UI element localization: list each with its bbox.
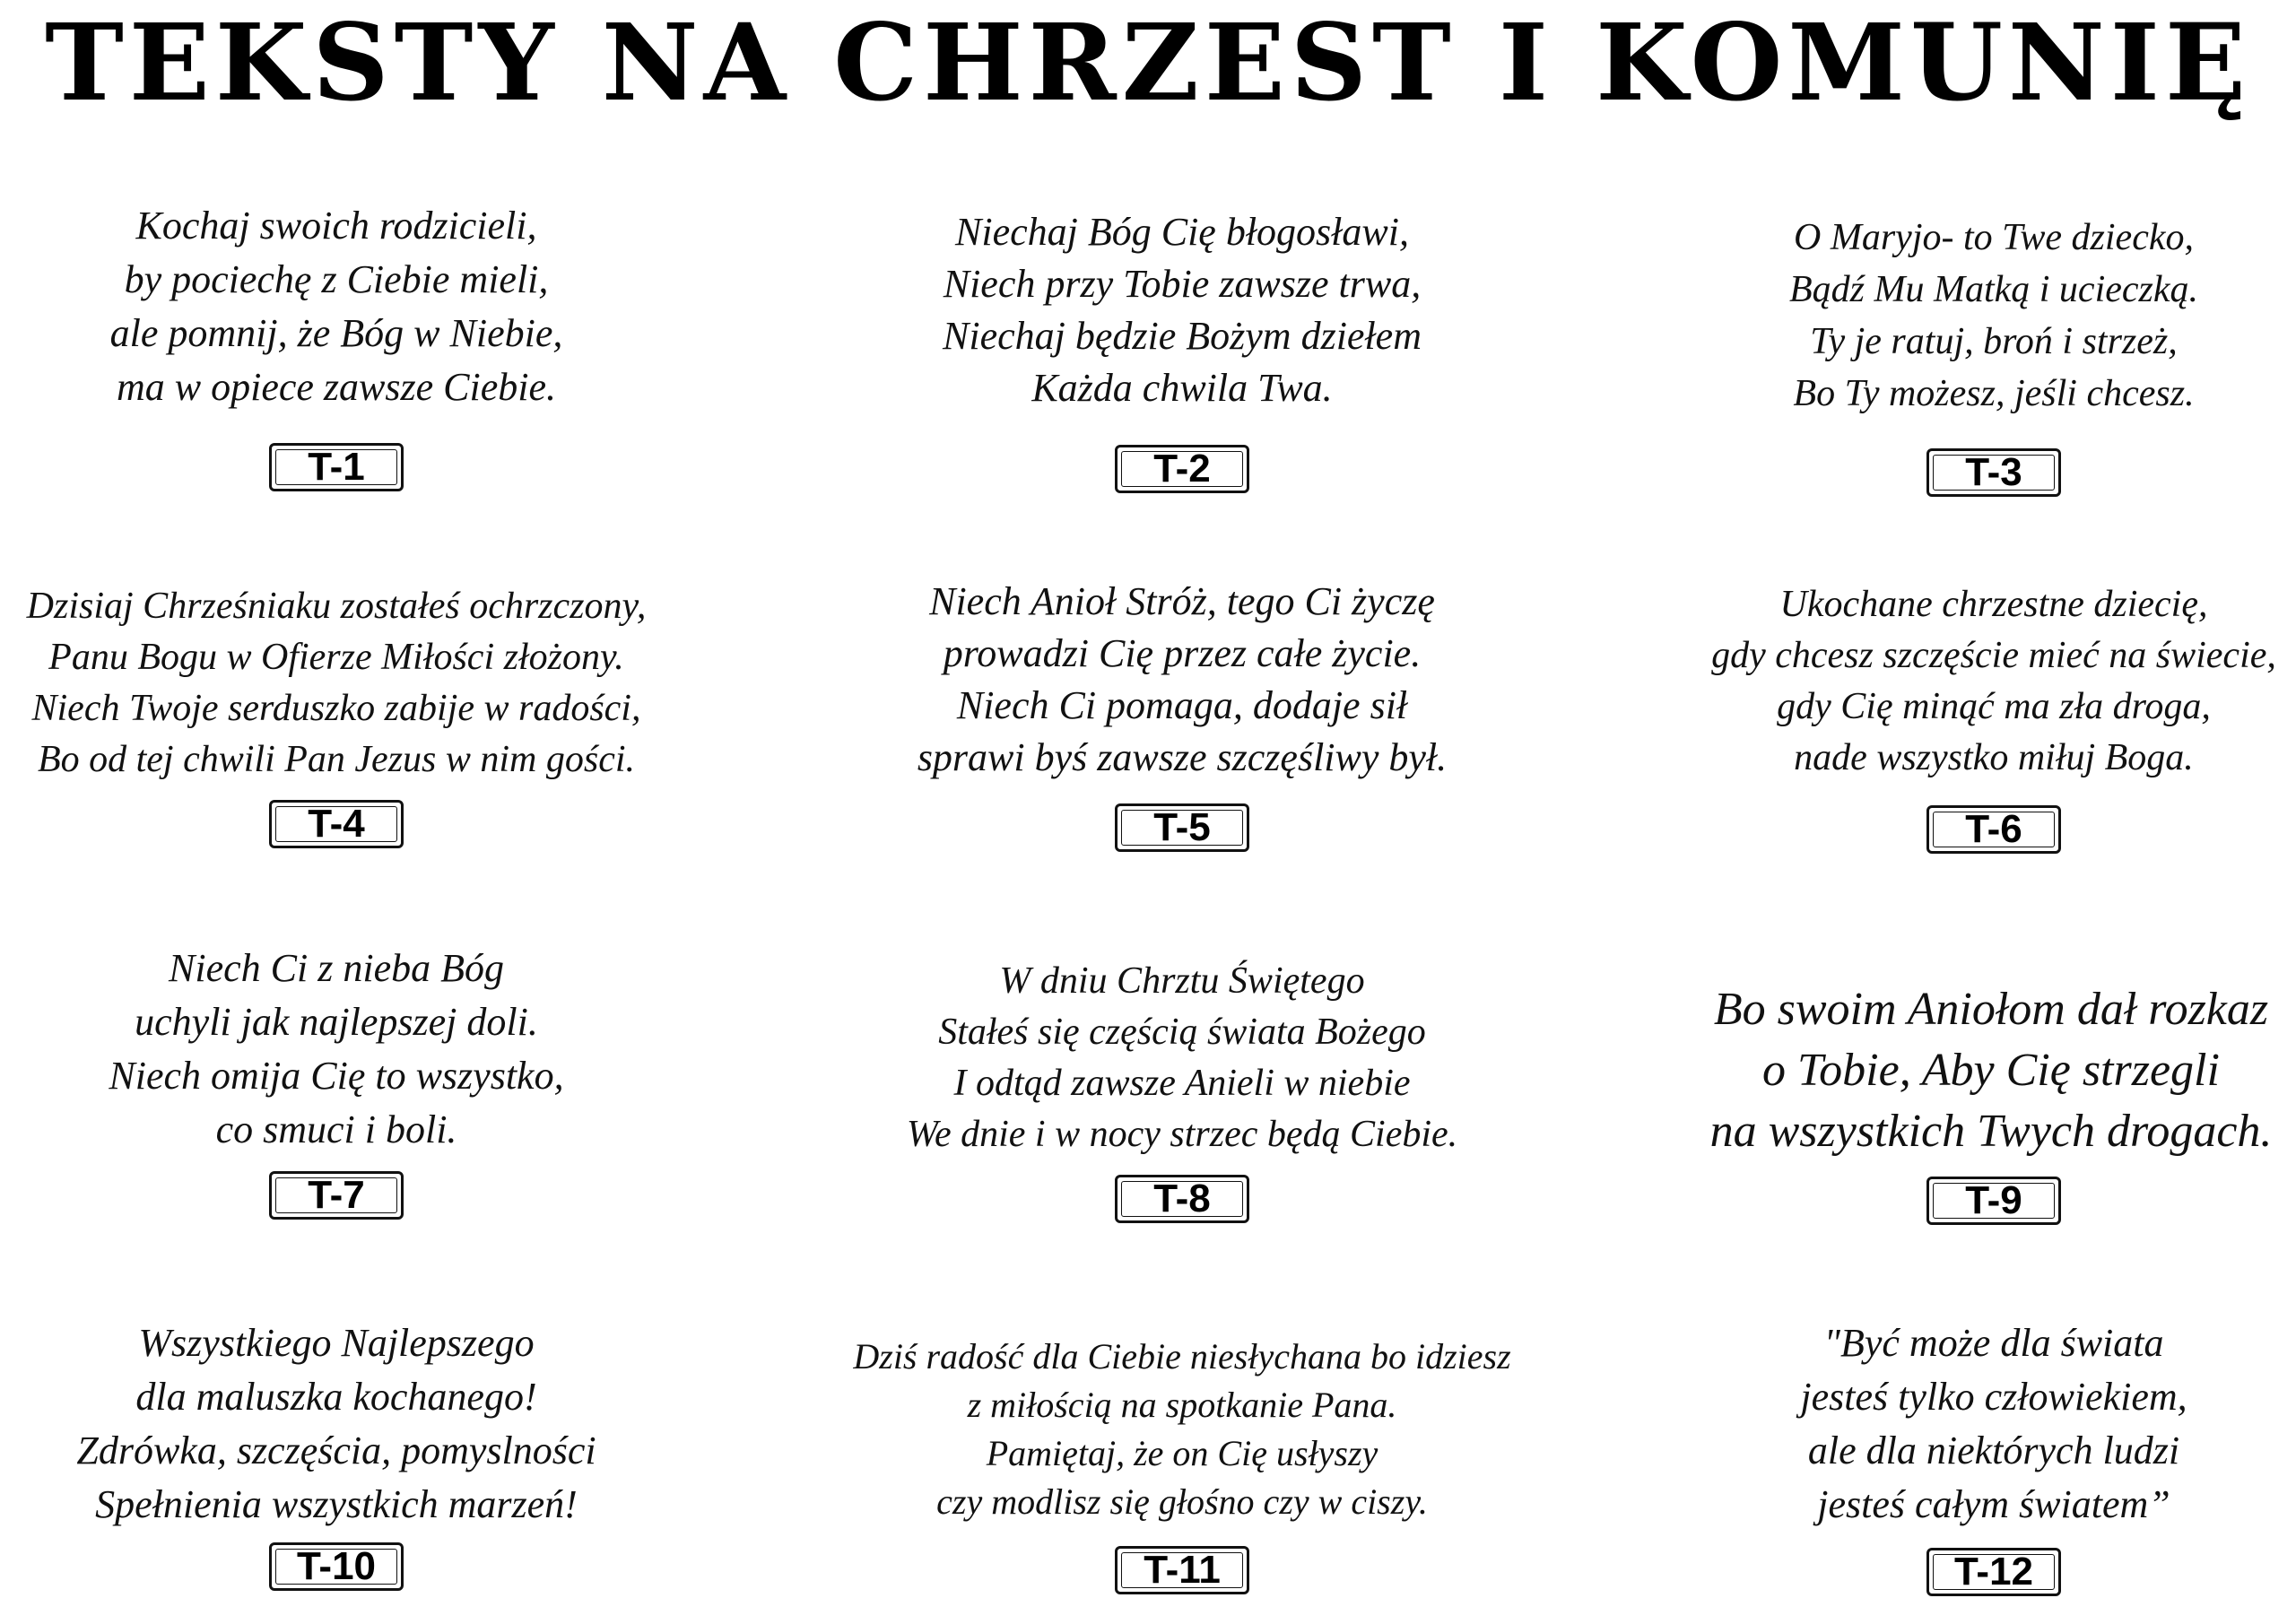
verse-code-text: T-4 xyxy=(308,802,365,846)
verse-text-7 xyxy=(0,942,677,1157)
verse-code-label xyxy=(1926,805,2061,854)
verse-text-8 xyxy=(841,956,1523,1160)
verse-line: Niech przy Tobie zawsze trwa, xyxy=(943,262,1422,306)
verse-code-text: T-6 xyxy=(1965,807,2022,851)
verse-line: jesteś tylko człowiekiem, xyxy=(1800,1375,2187,1419)
verse-line: O Maryjo- to Twe dziecko, xyxy=(1794,217,2194,258)
verse-line: Bądź Mu Matką i ucieczką. xyxy=(1788,269,2199,310)
verse-line: by pociechę z Ciebie mieli, xyxy=(124,257,549,301)
verse-line: prowadzi Cię przez całe życie. xyxy=(943,631,1422,675)
verse-line: uchyli jak najlepszej doli. xyxy=(135,1000,538,1044)
verse-line: Kochaj swoich rodzicieli, xyxy=(135,204,537,248)
verse-code-text: T-10 xyxy=(296,1544,377,1588)
verse-line: gdy chcesz szczęście mieć na świecie, xyxy=(1711,635,2276,676)
verse-line: Wszystkiego Najlepszego xyxy=(138,1321,535,1365)
verse-code-label xyxy=(1115,1546,1249,1594)
verse-line: ale dla niektórych ludzi xyxy=(1807,1429,2180,1472)
verse-line: Niechaj Bóg Cię błogosławi, xyxy=(955,210,1409,254)
verse-line: Niech Anioł Stróż, tego Ci życzę xyxy=(929,579,1435,623)
verse-line: ale pomnij, że Bóg w Niebie, xyxy=(109,311,563,355)
verse-line: Bo swoim Aniołom dał rozkaz xyxy=(1713,984,2269,1035)
verse-code-text: T-3 xyxy=(1965,450,2022,494)
verse-code-text: T-2 xyxy=(1153,447,1211,491)
verse-line: Zdrówka, szczęścia, pomyslności xyxy=(76,1429,596,1472)
verse-code-label xyxy=(1926,1177,2061,1225)
verse-code-label xyxy=(1926,1548,2061,1596)
verse-code-label xyxy=(1115,1175,1249,1223)
verse-line: Niech Ci z nieba Bóg xyxy=(169,946,504,990)
verse-line: Spełnienia wszystkich marzeń! xyxy=(95,1482,578,1526)
verse-line: Pamiętaj, że on Cię usłyszy xyxy=(986,1433,1378,1473)
verse-line: gdy Cię minąć ma zła droga, xyxy=(1777,686,2211,727)
verse-line: Dzisiaj Chrześniaku zostałeś ochrzczony, xyxy=(26,586,647,627)
verse-line: ma w opiece zawsze Ciebie. xyxy=(116,365,557,409)
verse-line: Ukochane chrzestne dziecię, xyxy=(1779,584,2208,625)
verse-text-6 xyxy=(1653,579,2296,784)
verse-line: We dnie i w nocy strzec będą Ciebie. xyxy=(906,1114,1458,1155)
verse-line: I odtąd zawsze Anieli w niebie xyxy=(953,1063,1411,1104)
verse-line: Niech Ci pomaga, dodaje sił xyxy=(956,683,1408,727)
verse-code-label xyxy=(1115,803,1249,852)
verse-code-label xyxy=(269,1171,404,1220)
verse-code-label xyxy=(269,443,404,491)
verse-text-2 xyxy=(841,206,1523,414)
verse-code-text: T-9 xyxy=(1965,1178,2022,1222)
verse-line: W dniu Chrztu Świętego xyxy=(999,960,1365,1002)
verse-line: Niech Twoje serduszko zabije w radości, xyxy=(31,688,641,729)
verse-line: z miłością na spotkanie Pana. xyxy=(967,1385,1397,1425)
verse-text-4 xyxy=(0,581,677,786)
verse-line: Każda chwila Twa. xyxy=(1031,366,1333,410)
verse-line: Bo Ty możesz, jeśli chcesz. xyxy=(1793,373,2195,414)
verse-text-1 xyxy=(0,199,677,414)
verse-line: Stałeś się częścią świata Bożego xyxy=(938,1012,1426,1053)
verse-code-text: T-7 xyxy=(308,1173,365,1217)
verse-line: nade wszystko miłuj Boga. xyxy=(1794,737,2194,778)
verse-line: Dziś radość dla Ciebie niesłychana bo idziesz xyxy=(853,1336,1511,1377)
verse-text-3 xyxy=(1653,212,2296,420)
verse-line: "Być może dla świata xyxy=(1823,1321,2164,1365)
verse-text-5 xyxy=(841,576,1523,784)
verse-line: Panu Bogu w Ofierze Miłości złożony. xyxy=(48,637,624,678)
verse-line: Bo od tej chwili Pan Jezus w nim gości. xyxy=(37,739,636,780)
page-title: TEKSTY NA CHRZEST I KOMUNIĘ xyxy=(45,0,2251,125)
verse-code-label xyxy=(269,1542,404,1591)
verse-text-12 xyxy=(1653,1316,2296,1532)
verse-code-text: T-1 xyxy=(308,445,365,489)
verse-line: czy modlisz się głośno czy w ciszy. xyxy=(936,1481,1428,1522)
verse-code-label xyxy=(1926,448,2061,497)
verse-text-10 xyxy=(0,1316,677,1532)
verse-code-text: T-8 xyxy=(1153,1177,1211,1220)
verse-text-9 xyxy=(1650,979,2296,1162)
verse-line: jesteś całym światem” xyxy=(1817,1482,2170,1526)
verse-line: Niechaj będzie Bożym dziełem xyxy=(943,314,1422,358)
verse-text-11 xyxy=(841,1333,1523,1526)
verse-line: co smuci i boli. xyxy=(215,1107,457,1151)
verse-line: Niech omija Cię to wszystko, xyxy=(109,1054,564,1098)
verse-code-text: T-5 xyxy=(1153,805,1211,849)
verse-line: Ty je ratuj, broń i strzeż, xyxy=(1810,321,2178,362)
verse-code-label xyxy=(1115,445,1249,493)
verse-line: na wszystkich Twych drogach. xyxy=(1709,1106,2273,1157)
verse-line: sprawi byś zawsze szczęśliwy był. xyxy=(917,735,1448,779)
verse-code-label xyxy=(269,800,404,848)
verse-code-text: T-12 xyxy=(1953,1550,2034,1594)
verse-line: o Tobie, Aby Cię strzegli xyxy=(1762,1045,2220,1096)
verse-code-text: T-11 xyxy=(1144,1548,1221,1592)
verse-line: dla maluszka kochanego! xyxy=(135,1375,537,1419)
